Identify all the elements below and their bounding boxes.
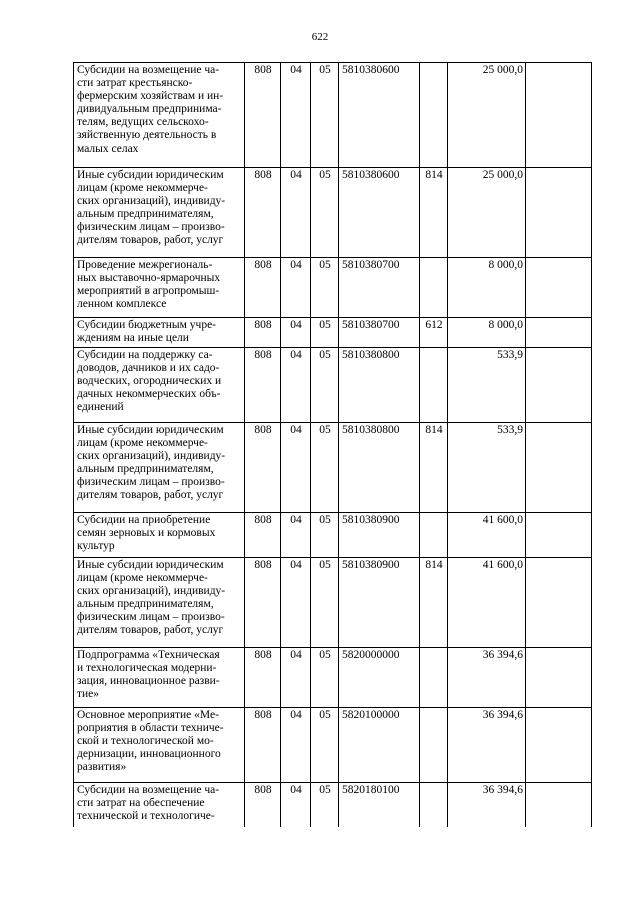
empty-cell-cell [526, 423, 592, 513]
table-row [74, 258, 592, 318]
empty-cell-cell [526, 558, 592, 648]
subsection-code: 05 [319, 319, 331, 331]
section-code: 04 [290, 709, 302, 721]
row-name: Проведение межрегиональ- ных выставочно-ярмарочных мероприятий в агропромыш- ленном комплексе [77, 259, 221, 311]
amount-cell [448, 708, 526, 783]
table-row [74, 63, 592, 168]
amount: 533,9 [497, 424, 523, 436]
subsection-code-cell [311, 258, 339, 318]
empty-cell-cell [526, 348, 592, 423]
expense-type-code-cell [420, 318, 448, 348]
ministry-code: 808 [254, 424, 272, 436]
empty-cell-cell [526, 63, 592, 168]
row-name-cell [74, 318, 245, 348]
subsection-code-cell [311, 783, 339, 827]
row-name-cell [74, 258, 245, 318]
section-code: 04 [290, 784, 302, 796]
empty-cell-cell [526, 318, 592, 348]
ministry-code-cell [245, 318, 281, 348]
section-code: 04 [290, 319, 302, 331]
amount-cell [448, 63, 526, 168]
target-article-code: 5810380900 [342, 514, 400, 526]
subsection-code: 05 [319, 169, 331, 181]
amount-cell [448, 423, 526, 513]
section-code-cell [281, 258, 311, 318]
ministry-code: 808 [254, 649, 272, 661]
subsection-code-cell [311, 708, 339, 783]
ministry-code-cell [245, 708, 281, 783]
amount-cell [448, 318, 526, 348]
section-code: 04 [290, 559, 302, 571]
table-row [74, 318, 592, 348]
amount: 8 000,0 [488, 259, 523, 271]
table-row [74, 783, 592, 827]
empty-cell-cell [526, 783, 592, 827]
target-article-code-cell [339, 513, 420, 558]
section-code-cell [281, 558, 311, 648]
amount-cell [448, 168, 526, 258]
row-name-cell [74, 783, 245, 827]
target-article-code: 5810380600 [342, 64, 400, 76]
target-article-code: 5810380700 [342, 259, 400, 271]
amount: 533,9 [497, 349, 523, 361]
target-article-code: 5820100000 [342, 709, 400, 721]
subsection-code-cell [311, 423, 339, 513]
section-code-cell [281, 423, 311, 513]
row-name: Подпрограмма «Техническая и технологическая модерни- зация, инновационное разви- тие» [77, 649, 220, 701]
expense-type-code: 814 [425, 424, 443, 436]
expense-type-code-cell [420, 348, 448, 423]
ministry-code: 808 [254, 559, 272, 571]
row-name: Иные субсидии юридическим лицам (кроме некоммерче- ских организаций), индивиду- альным предпринимателям, физическим лицам – произво- дителям товаров, работ, услуг [77, 169, 226, 247]
ministry-code-cell [245, 783, 281, 827]
amount-cell [448, 648, 526, 708]
amount-cell [448, 348, 526, 423]
amount: 25 000,0 [482, 169, 523, 181]
row-name: Субсидии на поддержку са- доводов, дачников и их садо- водческих, огороднических и дачных некоммерческих объ- единений [77, 349, 222, 414]
target-article-code-cell [339, 423, 420, 513]
row-name: Субсидии на возмещение ча- сти затрат на обеспечение технической и технологиче- [77, 784, 220, 823]
amount-cell [448, 783, 526, 827]
expense-type-code-cell [420, 423, 448, 513]
ministry-code-cell [245, 513, 281, 558]
amount: 36 394,6 [482, 649, 523, 661]
expense-type-code: 814 [425, 559, 443, 571]
subsection-code-cell [311, 168, 339, 258]
ministry-code: 808 [254, 349, 272, 361]
table-row [74, 708, 592, 783]
subsection-code: 05 [319, 709, 331, 721]
row-name: Субсидии бюджетным учре- ждениям на иные цели [77, 319, 217, 345]
subsection-code-cell [311, 63, 339, 168]
target-article-code-cell [339, 558, 420, 648]
target-article-code-cell [339, 648, 420, 708]
subsection-code-cell [311, 558, 339, 648]
ministry-code-cell [245, 423, 281, 513]
expense-type-code-cell [420, 513, 448, 558]
section-code-cell [281, 783, 311, 827]
ministry-code-cell [245, 558, 281, 648]
row-name: Иные субсидии юридическим лицам (кроме некоммерче- ских организаций), индивиду- альным предпринимателям, физическим лицам – произво- дителям товаров, работ, услуг [77, 424, 226, 502]
ministry-code: 808 [254, 784, 272, 796]
subsection-code: 05 [319, 559, 331, 571]
section-code: 04 [290, 349, 302, 361]
section-code: 04 [290, 259, 302, 271]
target-article-code-cell [339, 258, 420, 318]
target-article-code: 5810380700 [342, 319, 400, 331]
empty-cell-cell [526, 513, 592, 558]
amount: 41 600,0 [482, 559, 523, 571]
expense-type-code: 814 [425, 169, 443, 181]
amount: 41 600,0 [482, 514, 523, 526]
empty-cell-cell [526, 168, 592, 258]
section-code: 04 [290, 64, 302, 76]
section-code-cell [281, 63, 311, 168]
target-article-code-cell [339, 348, 420, 423]
ministry-code: 808 [254, 259, 272, 271]
section-code-cell [281, 648, 311, 708]
amount: 8 000,0 [488, 319, 523, 331]
row-name-cell [74, 648, 245, 708]
ministry-code-cell [245, 648, 281, 708]
subsection-code: 05 [319, 784, 331, 796]
row-name-cell [74, 168, 245, 258]
amount: 36 394,6 [482, 784, 523, 796]
ministry-code-cell [245, 258, 281, 318]
row-name-cell [74, 423, 245, 513]
ministry-code-cell [245, 63, 281, 168]
ministry-code: 808 [254, 319, 272, 331]
subsection-code: 05 [319, 349, 331, 361]
empty-cell-cell [526, 708, 592, 783]
target-article-code-cell [339, 168, 420, 258]
row-name: Иные субсидии юридическим лицам (кроме некоммерче- ских организаций), индивиду- альным предпринимателям, физическим лицам – произво- дителям товаров, работ, услуг [77, 559, 226, 637]
section-code-cell [281, 348, 311, 423]
row-name-cell [74, 558, 245, 648]
section-code-cell [281, 318, 311, 348]
subsection-code: 05 [319, 64, 331, 76]
ministry-code: 808 [254, 64, 272, 76]
amount-cell [448, 558, 526, 648]
ministry-code: 808 [254, 169, 272, 181]
expense-type-code-cell [420, 708, 448, 783]
table-row [74, 168, 592, 258]
ministry-code-cell [245, 348, 281, 423]
section-code: 04 [290, 169, 302, 181]
row-name-cell [74, 348, 245, 423]
target-article-code: 5810380800 [342, 424, 400, 436]
table-row [74, 558, 592, 648]
expense-type-code-cell [420, 783, 448, 827]
expense-type-code-cell [420, 558, 448, 648]
section-code: 04 [290, 649, 302, 661]
subsection-code: 05 [319, 514, 331, 526]
amount: 25 000,0 [482, 64, 523, 76]
empty-cell-cell [526, 648, 592, 708]
section-code-cell [281, 168, 311, 258]
amount-cell [448, 513, 526, 558]
target-article-code-cell [339, 318, 420, 348]
page-number: 622 [311, 31, 329, 43]
ministry-code-cell [245, 168, 281, 258]
section-code: 04 [290, 424, 302, 436]
empty-cell-cell [526, 258, 592, 318]
section-code-cell [281, 513, 311, 558]
row-name: Субсидии на приобретение семян зерновых и кормовых культур [77, 514, 216, 553]
row-name: Основное мероприятие «Ме- роприятия в области техниче- ской и технологической мо- дернизации, инновационного развития» [77, 709, 224, 774]
target-article-code-cell [339, 63, 420, 168]
expense-type-code-cell [420, 258, 448, 318]
table-row [74, 348, 592, 423]
row-name-cell [74, 513, 245, 558]
subsection-code-cell [311, 318, 339, 348]
section-code-cell [281, 708, 311, 783]
subsection-code-cell [311, 348, 339, 423]
section-code: 04 [290, 514, 302, 526]
table-row [74, 648, 592, 708]
target-article-code-cell [339, 708, 420, 783]
subsection-code-cell [311, 648, 339, 708]
target-article-code: 5810380900 [342, 559, 400, 571]
ministry-code: 808 [254, 709, 272, 721]
target-article-code: 5810380800 [342, 349, 400, 361]
amount: 36 394,6 [482, 709, 523, 721]
target-article-code: 5820000000 [342, 649, 400, 661]
table-row [74, 513, 592, 558]
row-name-cell [74, 63, 245, 168]
subsection-code: 05 [319, 424, 331, 436]
budget-table-body [74, 63, 592, 827]
subsection-code-cell [311, 513, 339, 558]
row-name-cell [74, 708, 245, 783]
expense-type-code-cell [420, 63, 448, 168]
expense-type-code-cell [420, 168, 448, 258]
table-row [74, 423, 592, 513]
budget-table [73, 62, 592, 827]
target-article-code: 5810380600 [342, 169, 400, 181]
target-article-code: 5820180100 [342, 784, 400, 796]
row-name: Субсидии на возмещение ча- сти затрат крестьянско- фермерским хозяйствам и ин- дивидуальным предпринима- телям, ведущих сельскохо- зяйственную деятельность в малых селах [77, 64, 224, 155]
expense-type-code-cell [420, 648, 448, 708]
expense-type-code: 612 [425, 319, 443, 331]
subsection-code: 05 [319, 649, 331, 661]
amount-cell [448, 258, 526, 318]
ministry-code: 808 [254, 514, 272, 526]
target-article-code-cell [339, 783, 420, 827]
subsection-code: 05 [319, 259, 331, 271]
